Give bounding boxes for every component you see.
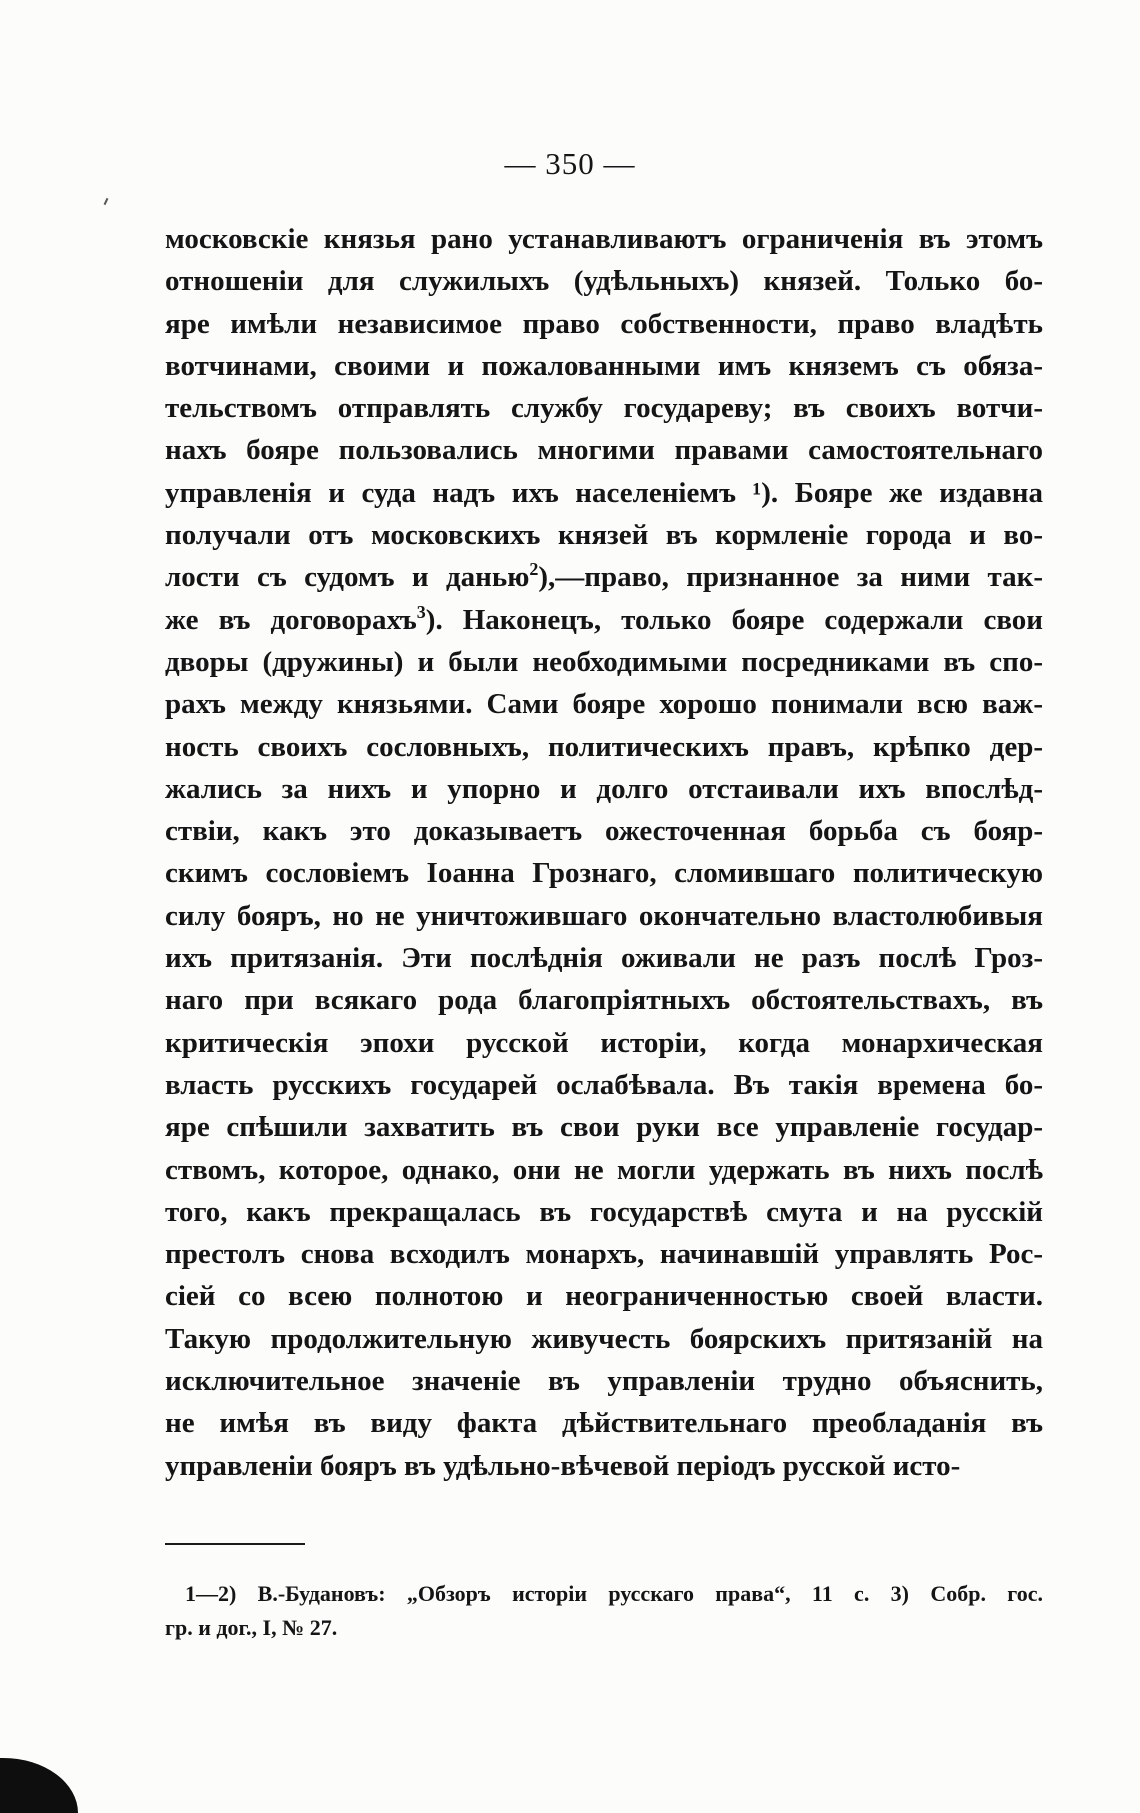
- text-line: яре спѣшили захватить въ свои руки все управленіе государ-: [165, 1111, 1043, 1144]
- text-line: ихъ притязанія. Эти послѣднія оживали не разъ послѣ Гроз-: [165, 942, 1043, 975]
- line-text: лости съ судомъ и данью: [165, 561, 530, 594]
- text-line: тельствомъ отправлять службу государеву; въ своихъ вотчи-: [165, 392, 1043, 425]
- text-line: яре имѣли независимое право собственности, право владѣть: [165, 307, 1043, 340]
- text-line: московскіе князья рано устанавливаютъ ограниченія въ этомъ: [165, 223, 1043, 255]
- footnotes: [165, 1577, 1043, 1645]
- page-number: — 350 —: [504, 146, 636, 181]
- text-line: управленіи бояръ въ удѣльно-вѣчевой періодъ русской исто-: [165, 1449, 961, 1482]
- line-text: ). Наконецъ, только бояре содержали свои: [425, 603, 1043, 636]
- text-line: сіей со всею полнотою и неограниченностью своей власти.: [165, 1280, 1043, 1313]
- text-line: вотчинами, своими и пожалованными имъ княземъ съ обяза-: [165, 349, 1043, 382]
- footnote-marker: 3: [416, 601, 426, 622]
- text-line: ность своихъ сословныхъ, политическихъ правъ, крѣпко дер-: [165, 730, 1043, 763]
- text-line: не имѣя въ виду факта дѣйствительнаго преобладанія въ: [165, 1407, 1043, 1440]
- footnote-marker: 2: [529, 559, 539, 580]
- body-text: [165, 218, 1043, 1487]
- text-line: получали отъ московскихъ князей въ кормленіе города и во-: [165, 519, 1043, 552]
- text-line: жались за нихъ и упорно и долго отстаивали ихъ впослѣд-: [165, 772, 1043, 805]
- line-text: ),—право, признанное за ними так-: [538, 561, 1043, 594]
- text-line: [165, 599, 1043, 641]
- text-line: управленія и суда надъ ихъ населеніемъ ¹). Бояре же издавна: [165, 476, 1043, 509]
- text-line: исключительное значеніе въ управленіи трудно объяснить,: [165, 1365, 1043, 1398]
- text-line: [165, 556, 1043, 598]
- footnote-line: гр. и дог., I, № 27.: [165, 1615, 338, 1640]
- stray-ink-mark: [104, 198, 109, 205]
- text-line: дворы (дружины) и были необходимыми посредниками въ спо-: [165, 645, 1043, 678]
- text-line: власть русскихъ государей ослабѣвала. Въ такія времена бо-: [165, 1068, 1043, 1101]
- text-line: наго при всякаго рода благопріятныхъ обстоятельствахъ, въ: [165, 984, 1043, 1017]
- text-line: престолъ снова всходилъ монархъ, начинавшій управлять Рос-: [165, 1238, 1043, 1271]
- text-line: того, какъ прекращалась въ государствѣ смута и на русскій: [165, 1195, 1043, 1228]
- text-line: Такую продолжительную живучесть боярскихъ притязаній на: [165, 1322, 1043, 1355]
- text-line: отношеніи для служилыхъ (удѣльныхъ) князей. Только бо-: [165, 265, 1043, 298]
- text-line: ствомъ, которое, однако, они не могли удержать въ нихъ послѣ: [165, 1153, 1043, 1186]
- line-text: же въ договорахъ: [165, 603, 417, 636]
- text-line: критическія эпохи русской исторіи, когда монархическая: [165, 1026, 1043, 1059]
- text-line: нахъ бояре пользовались многими правами самостоятельнаго: [165, 434, 1043, 467]
- text-line: силу бояръ, но не уничтожившаго окончательно властолюбивыя: [165, 899, 1043, 932]
- text-line: рахъ между князьями. Сами бояре хорошо понимали всю важ-: [165, 688, 1043, 721]
- text-line: скимъ сословіемъ Іоанна Грознаго, сломившаго политическую: [165, 857, 1043, 890]
- text-line: ствіи, какъ это доказываетъ ожесточенная борьба съ бояр-: [165, 815, 1043, 848]
- footnote-rule: [165, 1543, 305, 1545]
- footnote-line: 1—2) В.-Будановъ: „Обзоръ исторіи русскаго права“, 11 с. 3) Собр. гос.: [185, 1581, 1043, 1606]
- corner-ink-blot: [0, 1758, 78, 1813]
